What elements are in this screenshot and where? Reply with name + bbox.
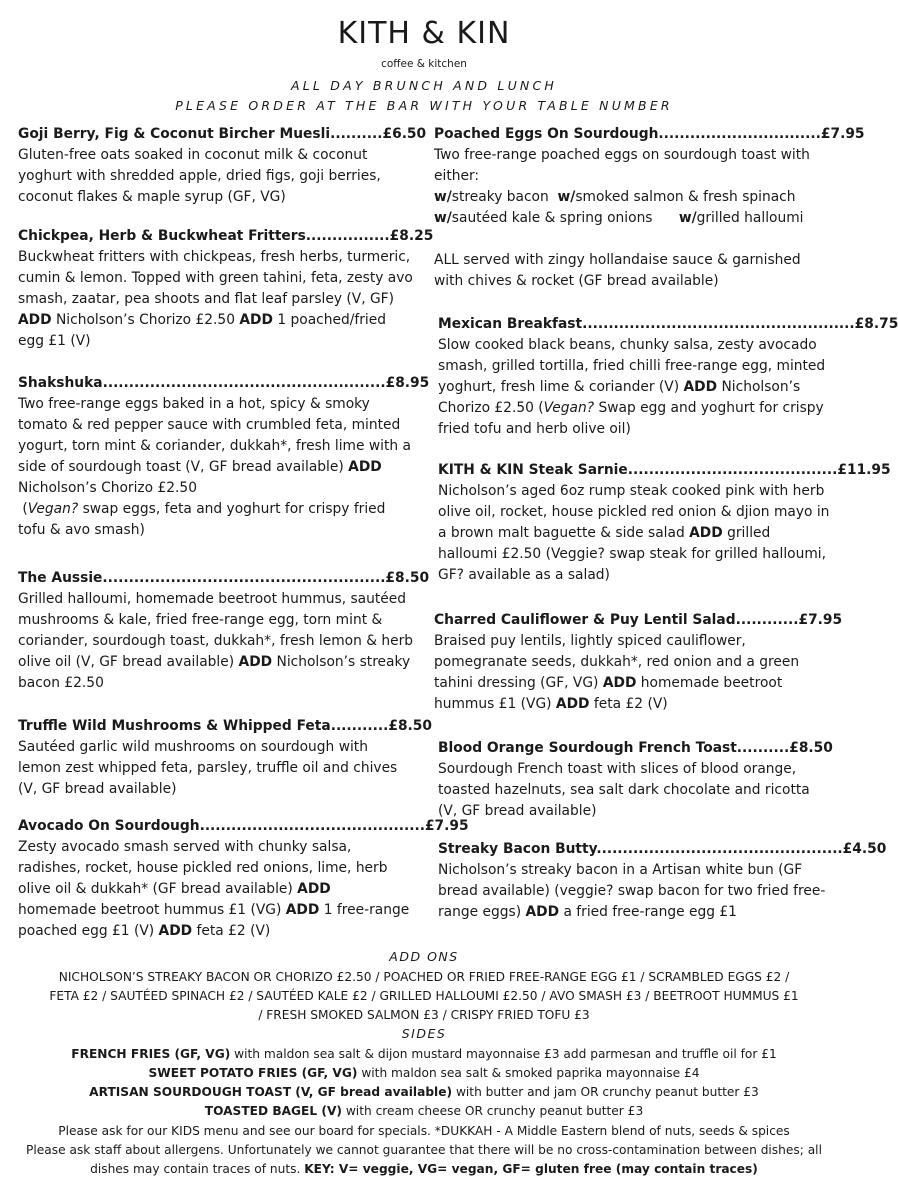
item-title: Chickpea, Herb & Buckwheat Fritters................£8.25	[18, 228, 434, 244]
menu-item-steak-sarnie	[438, 460, 891, 586]
item-description: Braised puy lentils, lightly spiced cauliflower, pomegranate seeds, dukkah*, red onion and a green tahini dressing (GF, VG) ADD homemade beetroot hummus £1 (VG) ADD feta £2 (V)	[434, 633, 800, 712]
addons-line: NICHOLSON’S STREAKY BACON OR CHORIZO £2.50 / POACHED OR FRIED FREE-RANGE EGG £1 / SCRAMBLED EGGS £2 /	[58, 970, 790, 984]
menu-item-poached-eggs	[434, 124, 865, 292]
item-title: Truffle Wild Mushrooms & Whipped Feta...........£8.50	[18, 718, 432, 734]
item-description: Sautéed garlic wild mushrooms on sourdough with lemon zest whipped feta, parsley, truffle oil and chives (V, GF bread available)	[18, 739, 398, 797]
order-instruction: PLEASE ORDER AT THE BAR WITH YOUR TABLE NUMBER	[175, 98, 673, 113]
addons-heading: ADD ONS	[389, 949, 459, 964]
menu-item-mexican-breakfast	[438, 314, 898, 440]
side-item-sweet-potato-fries: SWEET POTATO FRIES (GF, VG) with maldon sea salt & smoked paprika mayonnaise £4	[148, 1066, 700, 1080]
brand-title: KITH & KIN	[337, 16, 511, 51]
item-title: Blood Orange Sourdough French Toast..........£8.50	[438, 740, 833, 756]
brand-tagline: coffee & kitchen	[381, 58, 467, 70]
menu-item-bacon-butty	[438, 839, 887, 923]
item-description: Zesty avocado smash served with chunky salsa, radishes, rocket, house pickled red onions, lime, herb olive oil & dukkah* (GF bread available) ADD homemade beetroot hummus £1 (VG) ADD 1 free-range poached egg £1 (V) ADD feta £2 (V)	[18, 839, 410, 939]
item-description: Two free-range eggs baked in a hot, spicy & smoky tomato & red pepper sauce with crumbled feta, minted yogurt, torn mint & coriander, dukkah*, fresh lime with a side of sourdough toast (V, GF bread available) ADD Nicholson’s Chorizo £2.50 (Vegan? swap eggs, feta and yoghurt for crispy fried tofu & avo smash)	[18, 396, 411, 538]
item-description: Grilled halloumi, homemade beetroot hummus, sautéed mushrooms & kale, fried free-range egg, torn mint & coriander, sourdough toast, dukkah*, fresh lemon & herb olive oil (V, GF bread available) ADD Nicholson’s streaky bacon £2.50	[18, 591, 414, 691]
menu-item-avocado-sourdough	[18, 816, 469, 942]
footer-allergen-note: Please ask staff about allergens. Unfortunately we cannot guarantee that there will be no cross-contamination between dishes; all	[26, 1143, 822, 1157]
item-options: w/sautéed kale & spring onions w/grilled halloumi	[434, 210, 804, 226]
item-title: Poached Eggs On Sourdough...............................£7.95	[434, 126, 865, 142]
side-item-french-fries: FRENCH FRIES (GF, VG) with maldon sea salt & dijon mustard mayonnaise £3 add parmesan and truffle oil for £1	[71, 1047, 777, 1061]
item-description: Slow cooked black beans, chunky salsa, zesty avocado smash, grilled tortilla, fried chilli free-range egg, minted yoghurt, fresh lime & coriander (V) ADD Nicholson’s Chorizo £2.50 (Vegan? Swap egg and yoghurt for crispy fried tofu and herb olive oil)	[438, 337, 826, 437]
item-title: KITH & KIN Steak Sarnie........................................£11.95	[438, 462, 891, 478]
item-note: ALL served with zingy hollandaise sauce & garnished with chives & rocket (GF bread available)	[434, 252, 801, 289]
menu-item-french-toast	[438, 738, 833, 822]
item-title: Shakshuka......................................................£8.95	[18, 375, 430, 391]
menu-item-cauliflower-salad	[434, 610, 843, 715]
item-description: Sourdough French toast with slices of blood orange, toasted hazelnuts, sea salt dark chocolate and ricotta (V, GF bread available)	[438, 761, 810, 819]
footer-key: dishes may contain traces of nuts. KEY: V= veggie, VG= vegan, GF= gluten free (may contain traces)	[90, 1162, 758, 1176]
menu-item-truffle-mushrooms	[18, 716, 432, 800]
item-description: Gluten-free oats soaked in coconut milk & coconut yoghurt with shredded apple, dried figs, goji berries, coconut flakes & maple syrup (GF, VG)	[18, 147, 381, 205]
item-title: Mexican Breakfast....................................................£8.75	[438, 316, 898, 332]
menu-item-fritters	[18, 226, 434, 352]
item-description: Nicholson’s aged 6oz rump steak cooked pink with herb olive oil, rocket, house pickled red onion & djion mayo in a brown malt baguette & side salad ADD grilled halloumi £2.50 (Veggie? swap steak for grilled halloumi, GF? available as a salad)	[438, 483, 830, 583]
side-item-sourdough-toast: ARTISAN SOURDOUGH TOAST (V, GF bread available) with butter and jam OR crunchy peanut butter £3	[89, 1085, 759, 1099]
item-description: Two free-range poached eggs on sourdough toast with either:	[434, 147, 810, 184]
item-title: Avocado On Sourdough...........................................£7.95	[18, 818, 469, 834]
item-title: The Aussie......................................................£8.50	[18, 570, 430, 586]
menu-item-bircher-muesli	[18, 124, 427, 208]
menu-item-aussie	[18, 568, 430, 694]
addons-line: / FRESH SMOKED SALMON £3 / CRISPY FRIED TOFU £3	[258, 1008, 590, 1022]
item-title: Charred Cauliflower & Puy Lentil Salad............£7.95	[434, 612, 843, 628]
menu-subtitle: ALL DAY BRUNCH AND LUNCH	[291, 78, 557, 93]
item-description: Nicholson’s streaky bacon in a Artisan white bun (GF bread available) (veggie? swap bacon for two fried free-range eggs) ADD a fried free-range egg £1	[438, 862, 826, 920]
item-options: w/streaky bacon w/smoked salmon & fresh spinach	[434, 189, 796, 205]
sides-heading: SIDES	[401, 1026, 447, 1041]
item-title: Goji Berry, Fig & Coconut Bircher Muesli..........£6.50	[18, 126, 427, 142]
menu-item-shakshuka	[18, 373, 430, 541]
footer-kids-note: Please ask for our KIDS menu and see our board for specials. *DUKKAH - A Middle Eastern blend of nuts, seeds & spices	[58, 1124, 790, 1138]
item-title: Streaky Bacon Butty...............................................£4.50	[438, 841, 887, 857]
side-item-toasted-bagel: TOASTED BAGEL (V) with cream cheese OR crunchy peanut butter £3	[204, 1104, 644, 1118]
item-description: Buckwheat fritters with chickpeas, fresh herbs, turmeric, cumin & lemon. Topped with green tahini, feta, zesty avo smash, zaatar, pea shoots and flat leaf parsley (V, GF) ADD Nicholson’s Chorizo £2.50 ADD 1 poached/fried egg £1 (V)	[18, 249, 413, 349]
addons-line: FETA £2 / SAUTÉED SPINACH £2 / SAUTÉED KALE £2 / GRILLED HALLOUMI £2.50 / AVO SMASH £3 / BEETROOT HUMMUS £1	[49, 989, 799, 1003]
